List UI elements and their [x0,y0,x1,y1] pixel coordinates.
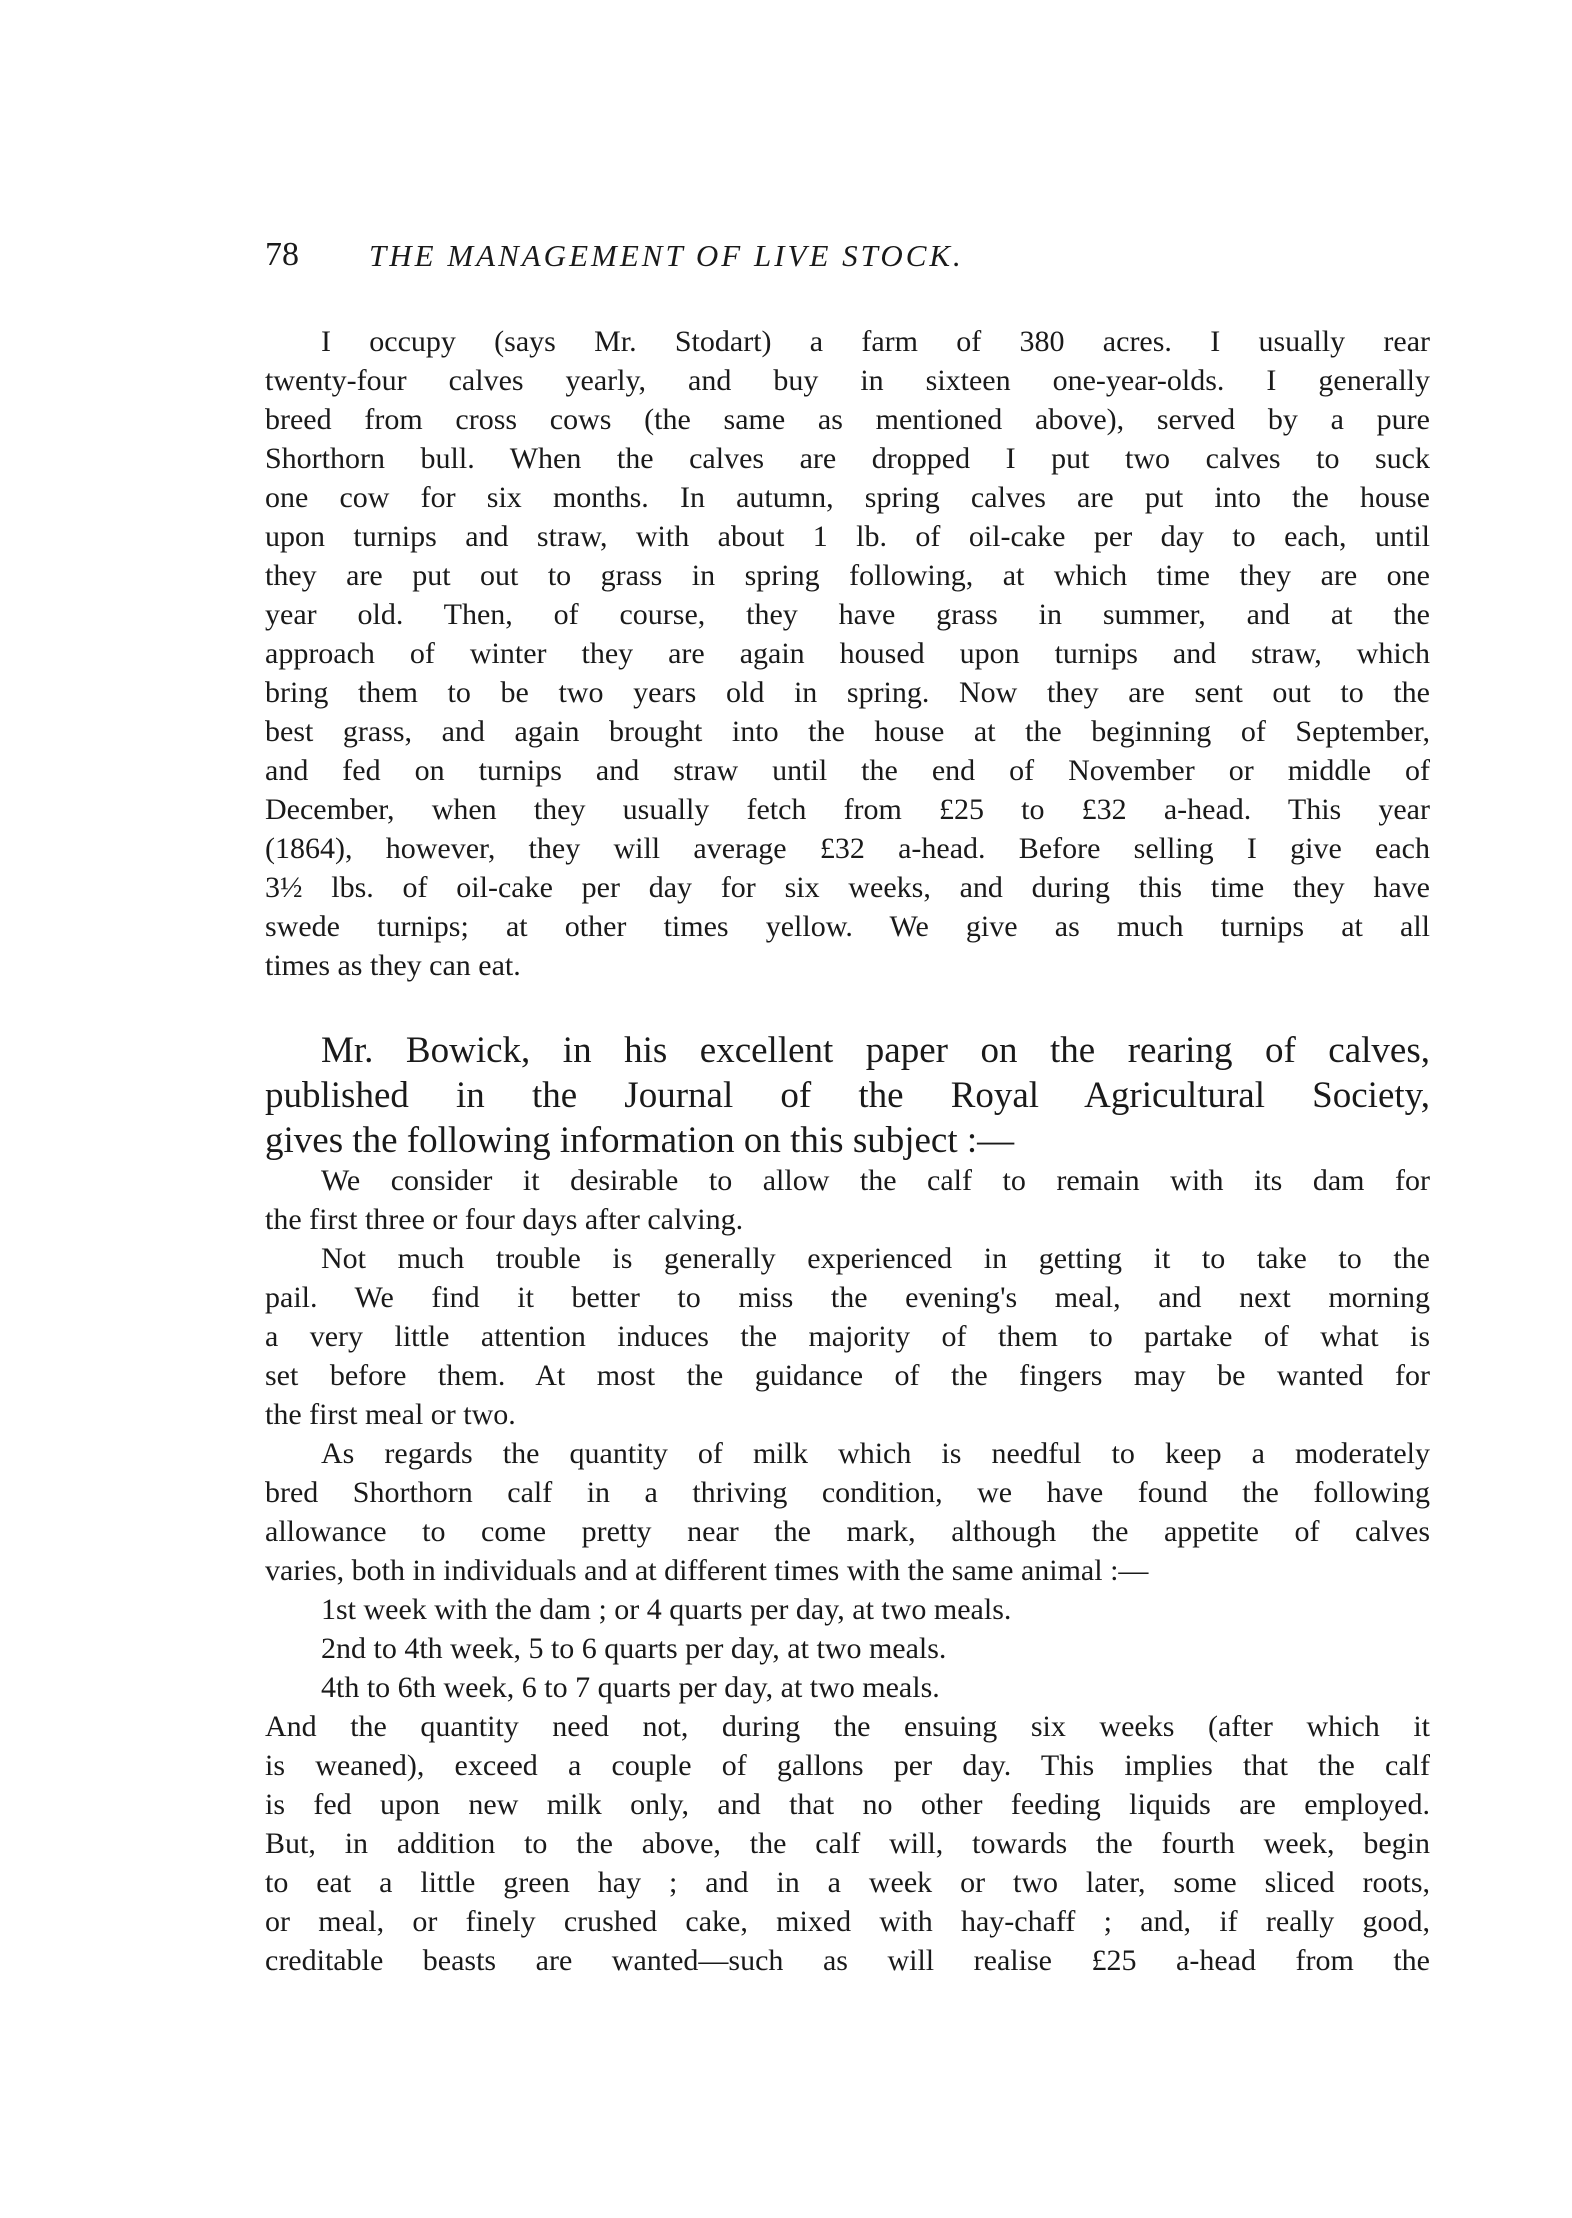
text-line: Not much trouble is generally experienced in getting it to take to the [321,1242,1430,1275]
text-line: pail. We find it better to miss the evening's meal, and next morning [265,1281,1430,1314]
text-line: We consider it desirable to allow the calf to remain with its dam for [321,1164,1430,1197]
text-line: bred Shorthorn calf in a thriving condition, we have found the following [265,1476,1430,1509]
text-line: year old. Then, of course, they have grass in summer, and at the [265,598,1430,631]
text-line: December, when they usually fetch from £25 to £32 a-head. This year [265,793,1430,826]
text-line: upon turnips and straw, with about 1 lb. of oil-cake per day to each, until [265,520,1430,553]
text-line: (1864), however, they will average £32 a-head. Before selling I give each [265,832,1430,865]
running-title: THE MANAGEMENT OF LIVE STOCK. [369,238,964,273]
text-line: I occupy (says Mr. Stodart) a farm of 380 acres. I usually rear [321,325,1430,358]
text-line: times as they can eat. [265,949,521,982]
bowick-quote [265,1161,1430,1980]
list-item: 1st week with the dam ; or 4 quarts per day, at two meals. [321,1593,1012,1626]
text-line: gives the following information on this subject :— [265,1120,1015,1161]
text-line: twenty-four calves yearly, and buy in sixteen one-year-olds. I generally [265,364,1430,397]
text-line: is fed upon new milk only, and that no other feeding liquids are employed. [265,1788,1430,1821]
text-line: set before them. At most the guidance of the fingers may be wanted for [265,1359,1430,1392]
text-line: As regards the quantity of milk which is needful to keep a moderately [321,1437,1430,1470]
text-line: Shorthorn bull. When the calves are dropped I put two calves to suck [265,442,1430,475]
text-line: the first three or four days after calving. [265,1203,744,1236]
text-line: to eat a little green hay ; and in a week or two later, some sliced roots, [265,1866,1430,1899]
text-line: But, in addition to the above, the calf will, towards the fourth week, begin [265,1827,1430,1860]
text-line: best grass, and again brought into the house at the beginning of September, [265,715,1430,748]
text-line: 3½ lbs. of oil-cake per day for six weeks, and during this time they have [265,871,1430,904]
list-item: 4th to 6th week, 6 to 7 quarts per day, at two meals. [321,1671,940,1704]
running-header [265,236,1265,280]
text-line: and fed on turnips and straw until the end of November or middle of [265,754,1430,787]
text-line: the first meal or two. [265,1398,516,1431]
list-item: 2nd to 4th week, 5 to 6 quarts per day, at two meals. [321,1632,947,1665]
page-number: 78 [265,236,299,273]
bowick-intro-paragraph [265,1028,1430,1163]
text-line: bring them to be two years old in spring. Now they are sent out to the [265,676,1430,709]
text-line: or meal, or finely crushed cake, mixed with hay-chaff ; and, if really good, [265,1905,1430,1938]
text-line: Mr. Bowick, in his excellent paper on the rearing of calves, [321,1030,1430,1071]
text-line: is weaned), exceed a couple of gallons per day. This implies that the calf [265,1749,1430,1782]
text-line: a very little attention induces the majority of them to partake of what is [265,1320,1430,1353]
text-line: approach of winter they are again housed upon turnips and straw, which [265,637,1430,670]
text-line: allowance to come pretty near the mark, although the appetite of calves [265,1515,1430,1548]
text-line: varies, both in individuals and at different times with the same animal :— [265,1554,1149,1587]
text-line: published in the Journal of the Royal Agricultural Society, [265,1075,1430,1116]
stodart-quote [265,322,1430,985]
text-line: breed from cross cows (the same as mentioned above), served by a pure [265,403,1430,436]
text-line: one cow for six months. In autumn, spring calves are put into the house [265,481,1430,514]
text-line: swede turnips; at other times yellow. We give as much turnips at all [265,910,1430,943]
text-line: they are put out to grass in spring following, at which time they are one [265,559,1430,592]
text-line: And the quantity need not, during the ensuing six weeks (after which it [265,1710,1430,1743]
text-line: creditable beasts are wanted—such as will realise £25 a-head from the [265,1944,1430,1977]
